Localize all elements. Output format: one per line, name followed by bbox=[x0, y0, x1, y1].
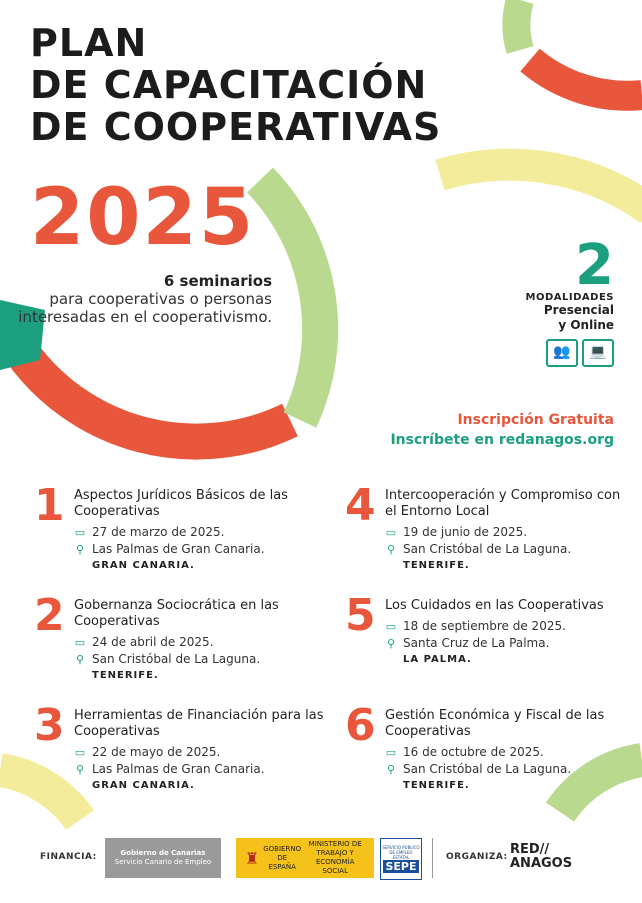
seminar-3 bbox=[34, 700, 324, 794]
calendar-icon: ▭ bbox=[74, 636, 86, 649]
seminar-5 bbox=[345, 590, 635, 668]
intro-text bbox=[12, 272, 272, 326]
logo-red-anagos bbox=[510, 836, 590, 878]
seminar-4 bbox=[345, 480, 635, 574]
logo-red-line-1: RED// bbox=[510, 842, 550, 857]
seminar-island: TENERIFE. bbox=[403, 780, 470, 791]
footer-divider bbox=[432, 838, 433, 878]
logo-canarias-sub: Servicio Canario de Empleo bbox=[114, 858, 212, 866]
seminar-title: Aspectos Jurídicos Básicos de las Cooperativas bbox=[74, 488, 288, 519]
logo-ministerio-text: MINISTERIO DE TRABAJO Y ECONOMÍA SOCIAL bbox=[308, 840, 362, 875]
modalities-line-1: Presencial bbox=[543, 303, 614, 317]
logo-red-line-2: ANAGOS bbox=[510, 856, 573, 871]
calendar-icon: ▭ bbox=[385, 620, 397, 633]
seminar-island: TENERIFE. bbox=[403, 560, 470, 571]
seminar-place: San Cristóbal de La Laguna. bbox=[403, 762, 572, 776]
seminar-place: San Cristóbal de La Laguna. bbox=[403, 542, 572, 556]
financia-label: FINANCIA: bbox=[40, 852, 97, 862]
seminar-6 bbox=[345, 700, 635, 794]
seminar-place: Las Palmas de Gran Canaria. bbox=[92, 542, 265, 556]
seminar-place: San Cristóbal de La Laguna. bbox=[92, 652, 261, 666]
calendar-icon: ▭ bbox=[385, 526, 397, 539]
year-heading: 2025 bbox=[30, 173, 256, 263]
modalities-label: MODALIDADES bbox=[525, 292, 614, 303]
registration-link[interactable]: Inscríbete en redanagos.org bbox=[390, 432, 614, 448]
registration-block bbox=[390, 410, 614, 450]
seminar-date: 16 de octubre de 2025. bbox=[403, 745, 544, 759]
seminar-number: 5 bbox=[345, 590, 376, 641]
modalities-block bbox=[525, 233, 614, 367]
seminar-date: 18 de septiembre de 2025. bbox=[403, 619, 566, 633]
logo-canarias-name: Gobierno de Canarias bbox=[120, 849, 206, 857]
title-line-1: PLAN bbox=[30, 21, 148, 65]
seminar-number: 3 bbox=[34, 700, 65, 751]
logo-gobierno-espana bbox=[236, 838, 374, 878]
logo-sepe-top: SERVICIO PÚBLICO DE EMPLEO ESTATAL bbox=[382, 845, 420, 860]
seminar-island: GRAN CANARIA. bbox=[92, 780, 195, 791]
logo-sepe-text: SEPE bbox=[385, 860, 417, 873]
location-icon: ⚲ bbox=[75, 763, 85, 776]
seminar-2 bbox=[34, 590, 324, 684]
seminar-date: 22 de mayo de 2025. bbox=[92, 745, 221, 759]
seminar-island: TENERIFE. bbox=[92, 670, 159, 681]
seminar-number: 1 bbox=[34, 480, 65, 531]
calendar-icon: ▭ bbox=[385, 746, 397, 759]
seminar-date: 19 de junio de 2025. bbox=[403, 525, 528, 539]
seminar-number: 4 bbox=[345, 480, 376, 531]
location-icon: ⚲ bbox=[386, 763, 396, 776]
modalities-number: 2 bbox=[575, 233, 614, 298]
intro-bold: 6 seminarios bbox=[163, 272, 272, 290]
logo-gobierno-text: GOBIERNO DE ESPAÑA bbox=[263, 844, 302, 871]
seminar-title: Intercooperación y Compromiso con el Entorno Local bbox=[385, 488, 621, 519]
seminar-title: Herramientas de Financiación para las Cooperativas bbox=[74, 708, 324, 739]
seminar-title: Gobernanza Sociocrática en las Cooperativas bbox=[74, 598, 279, 629]
modalities-line-2: y Online bbox=[558, 318, 614, 332]
title-line-3: DE COOPERATIVAS bbox=[30, 105, 442, 149]
logo-sepe bbox=[380, 838, 422, 880]
organiza-label: ORGANIZA: bbox=[446, 852, 508, 862]
logo-gobierno-canarias bbox=[105, 838, 221, 878]
seminar-date: 24 de abril de 2025. bbox=[92, 635, 214, 649]
footer bbox=[0, 830, 642, 890]
people-icon: 👥 bbox=[546, 339, 578, 367]
intro-body: para cooperativas o personas interesadas en el cooperativismo. bbox=[18, 290, 272, 326]
seminar-place: Las Palmas de Gran Canaria. bbox=[92, 762, 265, 776]
title-line-2: DE CAPACITACIÓN bbox=[30, 63, 428, 107]
page-title bbox=[30, 22, 441, 148]
registration-free: Inscripción Gratuita bbox=[457, 412, 614, 428]
seminar-place: Santa Cruz de La Palma. bbox=[403, 636, 550, 650]
online-icon: 💻 bbox=[582, 339, 614, 367]
coat-of-arms-icon: ♜ bbox=[244, 848, 260, 868]
location-icon: ⚲ bbox=[386, 637, 396, 650]
seminar-title: Los Cuidados en las Cooperativas bbox=[385, 598, 604, 613]
location-icon: ⚲ bbox=[75, 653, 85, 666]
seminar-number: 6 bbox=[345, 700, 376, 751]
seminar-island: LA PALMA. bbox=[403, 654, 472, 665]
calendar-icon: ▭ bbox=[74, 526, 86, 539]
location-icon: ⚲ bbox=[75, 543, 85, 556]
calendar-icon: ▭ bbox=[74, 746, 86, 759]
location-icon: ⚲ bbox=[386, 543, 396, 556]
seminar-date: 27 de marzo de 2025. bbox=[92, 525, 225, 539]
seminar-1 bbox=[34, 480, 324, 574]
seminar-title: Gestión Económica y Fiscal de las Cooperativas bbox=[385, 708, 605, 739]
seminar-island: GRAN CANARIA. bbox=[92, 560, 195, 571]
seminar-number: 2 bbox=[34, 590, 65, 641]
